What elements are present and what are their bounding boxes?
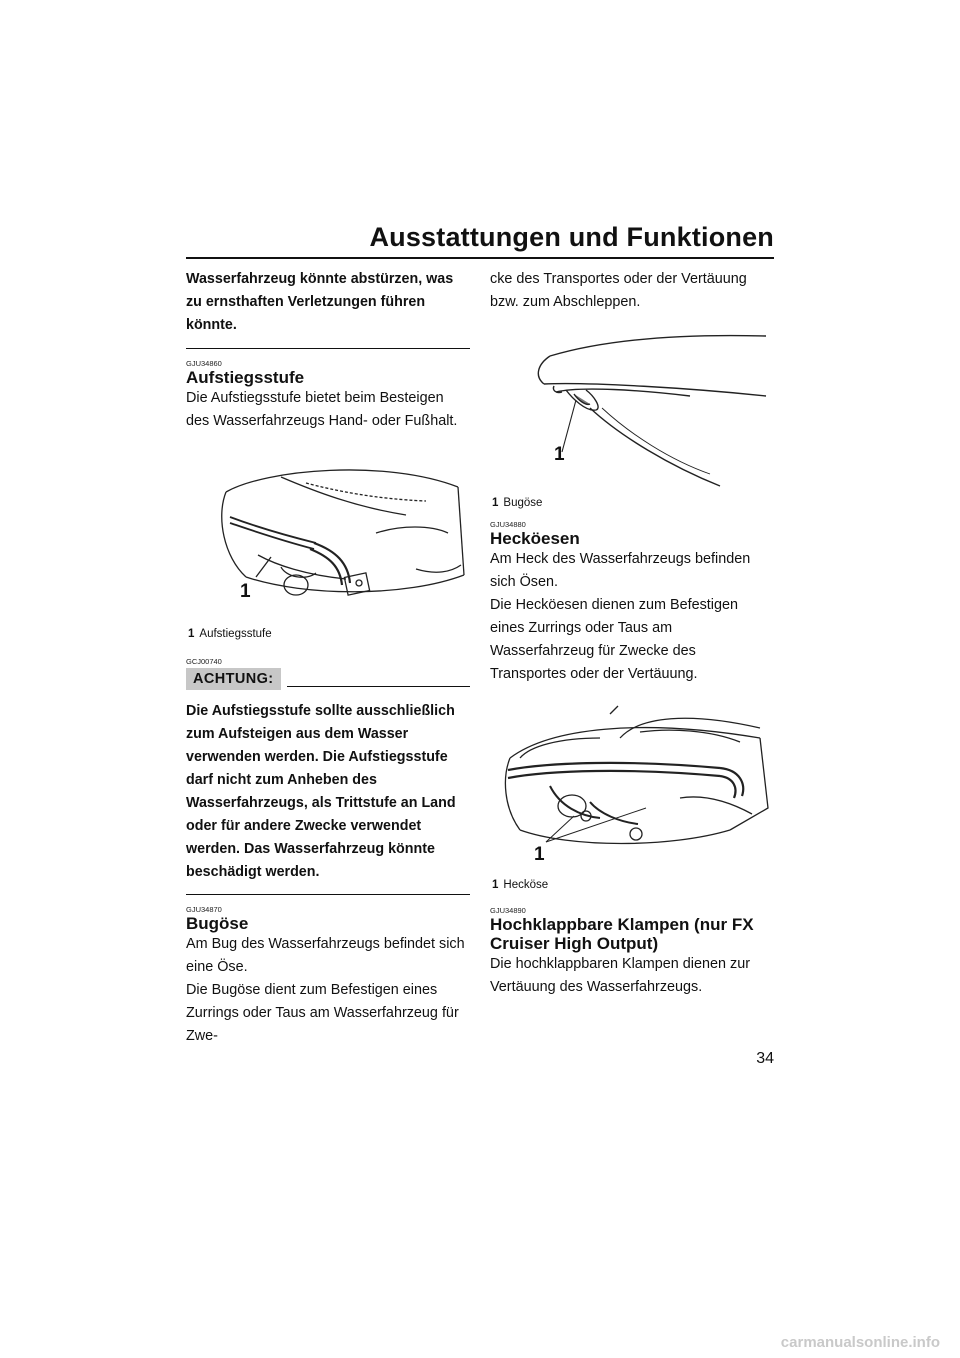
achtung-end-rule [186, 894, 470, 895]
figure-caption [490, 878, 774, 892]
footer-watermark: carmanualsonline.info [780, 1334, 940, 1351]
caption-number: 1 [492, 879, 499, 891]
figure-caption [186, 627, 470, 641]
section-body: Die hochklappbaren Klampen dienen zur Vertäuung des Wasserfahrzeugs. [490, 956, 751, 995]
section-code: GJU34890 [490, 906, 526, 915]
section-body: Die Hecköesen dienen zum Befestigen eines Zurrings oder Taus am Wasserfahrzeug für Zwecke des Transportes oder der Vertäuung. [490, 597, 738, 682]
section-body: Die Bugöse dient zum Befestigen eines Zurrings oder Taus am Wasserfahrzeug für Zwe- [186, 982, 459, 1044]
continued-text: cke des Transportes oder der Vertäuung bzw. zum Abschleppen. [490, 271, 747, 310]
caption-text: Hecköse [503, 879, 549, 891]
achtung-badge: ACHTUNG: [186, 668, 281, 690]
section-heading-bugoese: Bugöse [186, 914, 249, 933]
section-body: Am Bug des Wasserfahrzeugs befindet sich eine Öse. [186, 936, 465, 975]
achtung-text: Die Aufstiegsstufe sollte ausschließlich zum Aufsteigen aus dem Wasser verwenden werden. Die Aufstiegsstufe darf nicht zum Anheben des Wasserfahrzeugs, als Trittstufe an Land oder für andere Zwecke verwendet werden. Das Wasserfahrzeug könnte beschädigt werden. [186, 703, 456, 880]
figure-callout: 1 [240, 581, 251, 602]
caption-text: Bugöse [503, 497, 543, 509]
achtung-code: GCJ00740 [186, 657, 222, 666]
achtung-rule [287, 686, 470, 687]
aufstiegsstufe-illustration [186, 447, 470, 625]
section-code: GJU34880 [490, 520, 526, 529]
right-column [490, 268, 774, 999]
section-heading-heckoesen: Hecköesen [490, 529, 580, 548]
figure-callout: 1 [554, 444, 565, 465]
bugoese-figure [490, 326, 774, 494]
warning-end-rule [186, 348, 470, 349]
page-number: 34 [756, 1050, 774, 1067]
achtung-header [186, 668, 470, 690]
figure-caption [490, 496, 774, 510]
caption-text: Aufstiegsstufe [199, 628, 272, 640]
section-body: Am Heck des Wasserfahrzeugs befinden sich Ösen. [490, 551, 751, 590]
bugoese-illustration [490, 326, 774, 494]
section-body: Die Aufstiegsstufe bietet beim Besteigen des Wasserfahrzeugs Hand- oder Fußhalt. [186, 390, 458, 429]
section-code: GJU34870 [186, 905, 222, 914]
section-heading-aufstiegsstufe: Aufstiegsstufe [186, 368, 305, 387]
caption-number: 1 [188, 628, 195, 640]
figure-callout: 1 [534, 844, 545, 865]
section-code: GJU34860 [186, 359, 222, 368]
left-column [186, 268, 470, 1048]
intro-warning-text: Wasserfahrzeug könnte abstürzen, was zu ernsthaften Verletzungen führen könnte. [186, 271, 454, 333]
aufstiegsstufe-figure [186, 447, 470, 625]
heckoesen-figure [490, 698, 774, 876]
page-title: Ausstattungen und Funktionen [369, 222, 774, 252]
section-heading-klampen: Hochklappbare Klampen (nur FX Cruiser High Output) [490, 915, 754, 953]
title-rule [186, 257, 774, 259]
caption-number: 1 [492, 497, 499, 509]
heckoesen-illustration [490, 698, 774, 876]
